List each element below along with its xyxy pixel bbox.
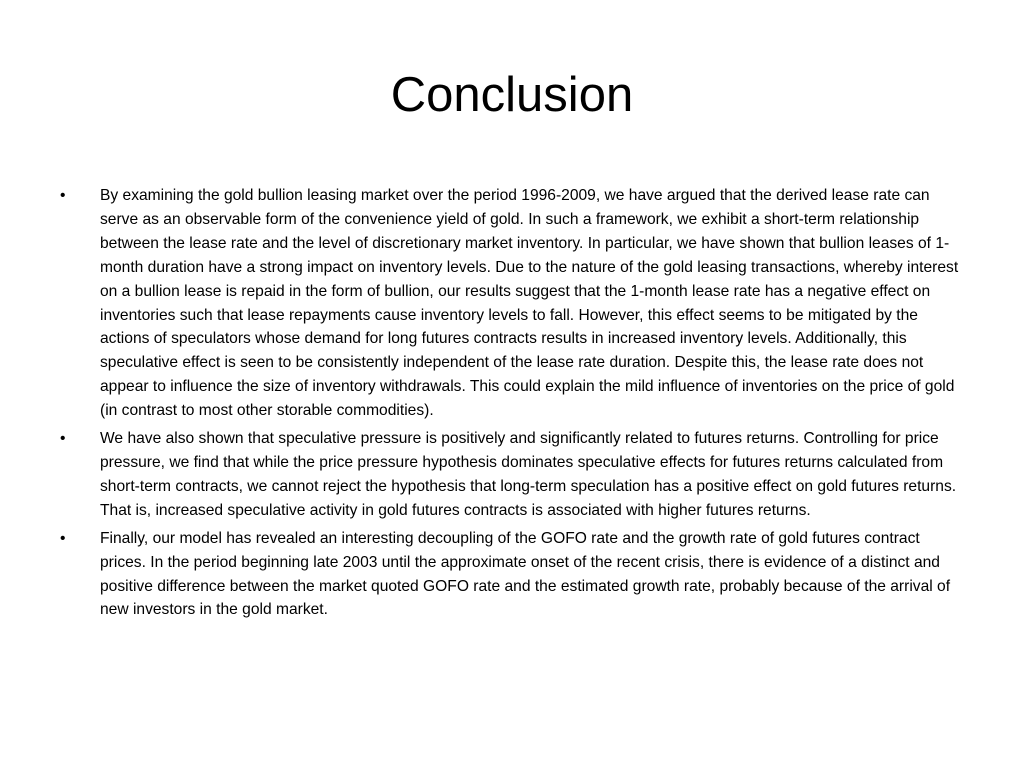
- bullet-item-3: [60, 527, 966, 623]
- bullet-item-1: [60, 184, 966, 423]
- bullet-list: [60, 184, 966, 626]
- bullet-icon: •: [60, 529, 66, 547]
- slide-title: Conclusion: [390, 68, 634, 122]
- bullet-icon: •: [60, 187, 66, 204]
- bullet-text: By examining the gold bullion leasing market over the period 1996-2009, we have argued that the derived lease rate can serve as an observable form of the convenience yield of gold. In such a framework, we exhibit a short-term relationship between the lease rate and the level of discretionary market inventory. In particular, we have shown that bullion leases of 1-month duration have a strong impact on inventory levels. Due to the nature of the gold leasing transactions, whereby interest on a bullion lease is repaid in the form of bullion, our results suggest that the 1-month lease rate has a negative effect on inventories such that lease repayments cause inventory levels to fall. However, this effect seems to be mitigated by the actions of speculators whose demand for long futures contracts results in increased inventory levels. Additionally, this speculative effect is seen to be consistently independent of the lease rate duration. Despite this, the lease rate does not appear to influence the size of inventory withdrawals. This could explain the mild influence of inventories on the price of gold (in contrast to most other storable commodities).: [100, 187, 959, 420]
- bullet-text: We have also shown that speculative pressure is positively and significantly related to futures returns. Controlling for price pressure, we find that while the price pressure hypothesis dominates speculative effects for futures returns calculated from short-term contracts, we cannot reject the hypothesis that long-term speculation has a positive effect on gold futures returns. That is, increased speculative activity in gold futures contracts is associated with higher futures returns.: [100, 430, 957, 519]
- bullet-text: Finally, our model has revealed an interesting decoupling of the GOFO rate and the growth rate of gold futures contract prices. In the period beginning late 2003 until the approximate onset of the recent crisis, there is evidence of a distinct and positive difference between the market quoted GOFO rate and the estimated growth rate, probably because of the arrival of new investors in the gold market.: [100, 529, 951, 619]
- bullet-item-2: [60, 427, 966, 523]
- bullet-icon: •: [60, 430, 66, 448]
